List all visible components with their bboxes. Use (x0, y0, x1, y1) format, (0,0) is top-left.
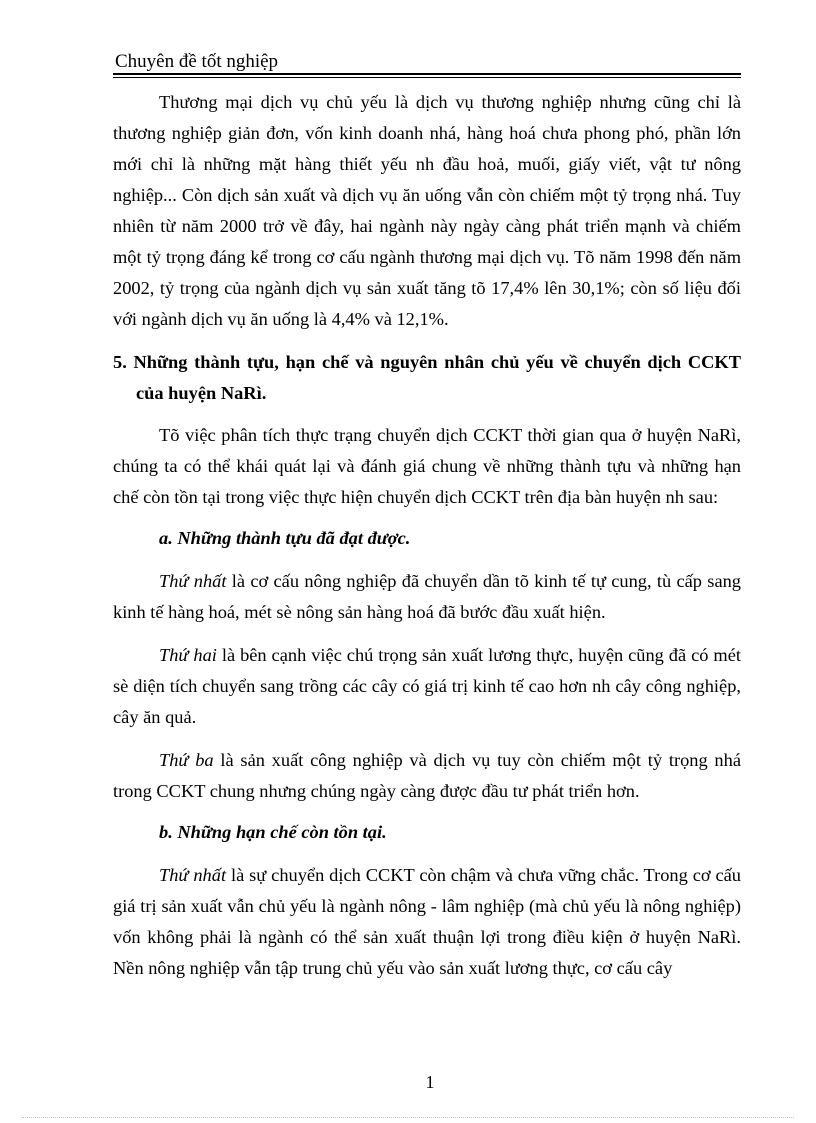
achievement-first (113, 566, 741, 628)
header-title: Chuyên đề tốt nghiệp (115, 51, 279, 72)
document-body (113, 87, 741, 984)
achievement-third-lead: Thứ ba (159, 750, 214, 770)
limitation-first-lead: Thứ nhất (159, 865, 227, 885)
header-double-rule (113, 73, 741, 78)
achievement-third (113, 745, 741, 807)
limitation-first (113, 860, 741, 984)
page-number: 1 (425, 1072, 435, 1092)
paragraph-overview: Tõ việc phân tích thực trạng chuyển dịch CCKT thời gian qua ở huyện NaRì, chúng ta có thể khái quát lại và đánh giá chung về những thành tựu và những hạn chế còn tồn tại trong việc thực hiện chuyển dịch CCKT trên địa bàn huyện nh sau: (113, 425, 741, 507)
achievement-second-lead: Thứ hai (159, 645, 217, 665)
achievement-second-text: là bên cạnh việc chú trọng sản xuất lương thực, huyện cũng đã có mét sè diện tích chuyển sang trồng các cây có giá trị kinh tế cao hơn nh cây công nghiệp, cây ăn quả. (113, 645, 741, 727)
subheading-achievements: a. Những thành tựu đã đạt được. (159, 528, 411, 548)
section-5-heading: 5. Những thành tựu, hạn chế và nguyên nhân chủ yếu về chuyển dịch CCKT của huyện NaRì. (113, 352, 741, 403)
achievement-first-lead: Thứ nhất (159, 571, 227, 591)
achievement-second (113, 640, 741, 733)
achievement-first-text: là cơ cấu nông nghiệp đã chuyển dần tõ kinh tế tự cung, tù cấp sang kinh tế hàng hoá, mét sè nông sản hàng hoá đã bước đầu xuất hiện. (113, 571, 742, 622)
subheading-limitations: b. Những hạn chế còn tồn tại. (159, 822, 387, 842)
page-bottom-dotted-rule (22, 1117, 794, 1118)
limitation-first-text: là sự chuyển dịch CCKT còn chậm và chưa vững chắc. Trong cơ cấu giá trị sản xuất vẫn chủ yếu là ngành nông - lâm nghiệp (mà chủ yếu là nông nghiệp) vốn không phải là ngành có thể sản xuất thuận lợi trong điều kiện ở huyện NaRì. Nền nông nghiệp vẫn tập trung chủ yếu vào sản xuất lương thực, cơ cấu cây (113, 865, 742, 978)
paragraph-trade-services: Thương mại dịch vụ chủ yếu là dịch vụ thương nghiệp nhưng cũng chỉ là thương nghiệp giản đơn, vốn kinh doanh nhá, hàng hoá chưa phong phó, phần lớn mới chỉ là những mặt hàng thiết yếu nh đầu hoả, muối, giấy viết, vật tư nông nghiệp... Còn dịch sản xuất và dịch vụ ăn uống vẫn còn chiếm một tỷ trọng nhá. Tuy nhiên từ năm 2000 trở về đây, hai ngành này ngày càng phát triển mạnh và chiếm một tỷ trọng đáng kể trong cơ cấu ngành thương mại dịch vụ. Tõ năm 1998 đến năm 2002, tỷ trọng của ngành dịch vụ sản xuất tăng tõ 17,4% lên 30,1%; còn số liệu đối với ngành dịch vụ ăn uống là 4,4% và 12,1%. (113, 92, 741, 329)
achievement-third-text: là sản xuất công nghiệp và dịch vụ tuy còn chiếm một tỷ trọng nhá trong CCKT chung nhưng chúng ngày càng được đầu tư phát triển hơn. (113, 750, 741, 801)
